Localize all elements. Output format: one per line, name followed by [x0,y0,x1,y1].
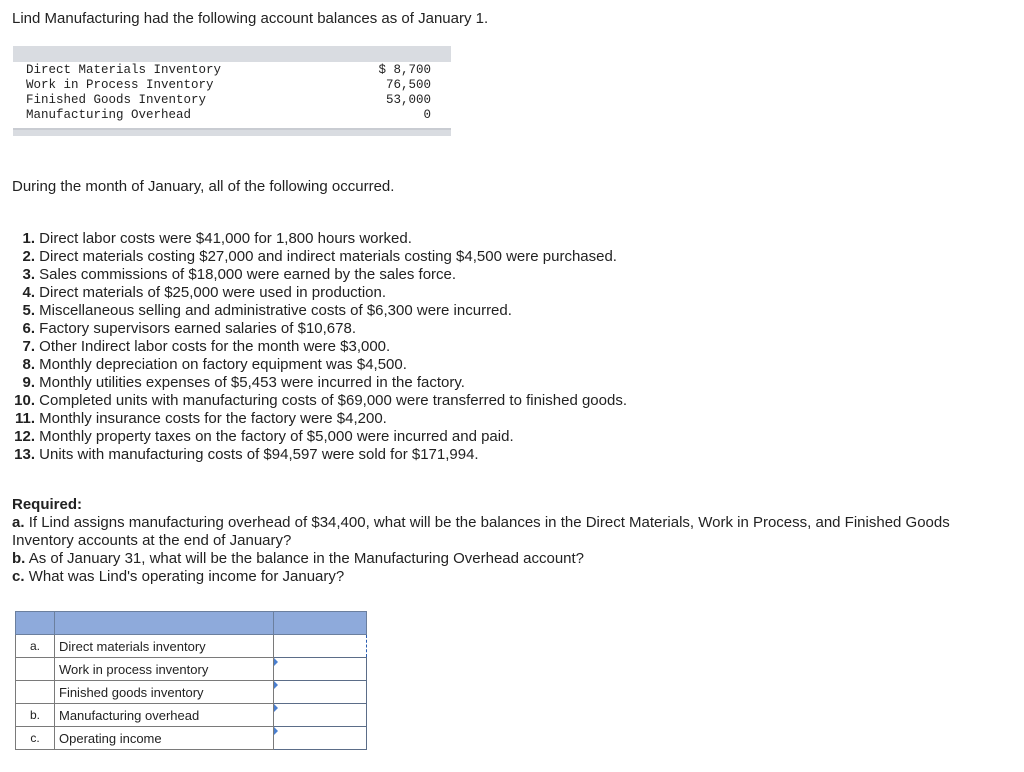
balance-table [13,46,451,136]
work-in-process-input[interactable] [274,660,366,678]
event-item [10,374,710,392]
manufacturing-overhead-input[interactable] [274,706,366,724]
event-text: Sales commissions of $18,000 were earned by the sales force. [39,266,457,283]
event-item [10,356,710,374]
answer-row-label: c. [16,727,55,750]
cell-flag-icon [274,681,278,689]
balance-row [26,63,441,78]
event-item [10,230,710,248]
required-b-text: As of January 31, what will be the balance in the Manufacturing Overhead account? [28,550,585,567]
required-b-label: b. [12,550,26,567]
finished-goods-input[interactable] [274,683,366,701]
answer-row-description: Manufacturing overhead [55,704,274,727]
required-c-text: What was Lind's operating income for January? [28,568,345,585]
required-part-c [12,568,1002,586]
cell-flag-icon [274,658,278,666]
event-item [10,446,710,464]
answer-row-description: Finished goods inventory [55,681,274,704]
required-section [12,496,1002,586]
answer-row [16,658,367,681]
event-item [10,410,710,428]
event-list [10,230,710,464]
header-cell [16,612,55,635]
answer-cell [274,681,367,704]
answer-row [16,681,367,704]
answer-row-label: b. [16,704,55,727]
balance-table-divider [13,128,451,130]
event-number: 9. [22,374,35,391]
answer-row-description: Work in process inventory [55,658,274,681]
event-item [10,248,710,266]
during-text: During the month of January, all of the following occurred. [12,178,395,195]
event-item [10,428,710,446]
required-c-label: c. [12,568,25,585]
event-number: 2. [22,248,35,265]
event-item [10,302,710,320]
intro-text: Lind Manufacturing had the following account balances as of January 1. [12,10,489,27]
event-number: 1. [22,230,35,247]
event-text: Monthly utilities expenses of $5,453 were incurred in the factory. [39,374,465,391]
event-number: 11. [14,410,35,427]
required-a-label: a. [12,514,25,531]
event-number: 8. [22,356,35,373]
event-number: 3. [22,266,35,283]
answer-row-description: Direct materials inventory [55,635,274,658]
operating-income-input[interactable] [274,729,366,747]
answer-cell [274,635,367,658]
event-text: Other Indirect labor costs for the month were $3,000. [39,338,391,355]
event-number: 6. [22,320,35,337]
balance-amount: $ 8,700 [378,63,431,77]
required-a-text: If Lind assigns manufacturing overhead of $34,400, what will be the balances in the Direct Materials, Work in Process, and Finished Goods Inventory accounts at the end of January? [12,514,950,549]
event-item [10,284,710,302]
cell-flag-icon [274,727,278,735]
balance-amount: 53,000 [385,93,431,107]
answer-row-description: Operating income [55,727,274,750]
balance-account-name: Direct Materials Inventory [26,63,222,77]
answer-table [15,611,367,750]
answer-row-label [16,658,55,681]
answer-cell [274,658,367,681]
event-number: 12. [14,428,35,445]
header-cell [55,612,274,635]
event-item [10,320,710,338]
answer-row-label [16,681,55,704]
balance-row [26,78,441,93]
cell-flag-icon [274,704,278,712]
answer-row [16,704,367,727]
required-part-a [12,514,1002,550]
event-number: 10. [14,392,35,409]
balance-amount: 76,500 [385,78,431,92]
balance-account-name: Finished Goods Inventory [26,93,207,107]
answer-cell [274,704,367,727]
answer-table-header [16,612,367,635]
balance-row [26,93,441,108]
event-text: Direct materials costing $27,000 and indirect materials costing $4,500 were purchased. [39,248,617,265]
balance-account-name: Manufacturing Overhead [26,108,192,122]
answer-row [16,727,367,750]
event-text: Direct materials of $25,000 were used in production. [39,284,387,301]
required-heading: Required: [12,496,83,513]
event-text: Direct labor costs were $41,000 for 1,800 hours worked. [39,230,412,247]
event-number: 4. [22,284,35,301]
event-text: Monthly insurance costs for the factory were $4,200. [39,410,387,427]
event-number: 5. [22,302,35,319]
event-text: Miscellaneous selling and administrative costs of $6,300 were incurred. [39,302,512,319]
answer-row-label: a. [16,635,55,658]
header-cell [274,612,367,635]
event-number: 7. [22,338,35,355]
event-text: Units with manufacturing costs of $94,597 were sold for $171,994. [39,446,479,463]
event-text: Factory supervisors earned salaries of $10,678. [39,320,357,337]
required-part-b [12,550,1002,568]
answer-row [16,635,367,658]
event-text: Monthly depreciation on factory equipment was $4,500. [39,356,407,373]
event-item [10,392,710,410]
event-item [10,266,710,284]
balance-amount: 0 [423,108,431,122]
event-item [10,338,710,356]
answer-cell [274,727,367,750]
balance-row [26,108,441,123]
event-number: 13. [14,446,35,463]
direct-materials-input[interactable] [274,637,366,655]
event-text: Monthly property taxes on the factory of $5,000 were incurred and paid. [39,428,514,445]
event-text: Completed units with manufacturing costs of $69,000 were transferred to finished goods. [39,392,627,409]
balance-account-name: Work in Process Inventory [26,78,214,92]
